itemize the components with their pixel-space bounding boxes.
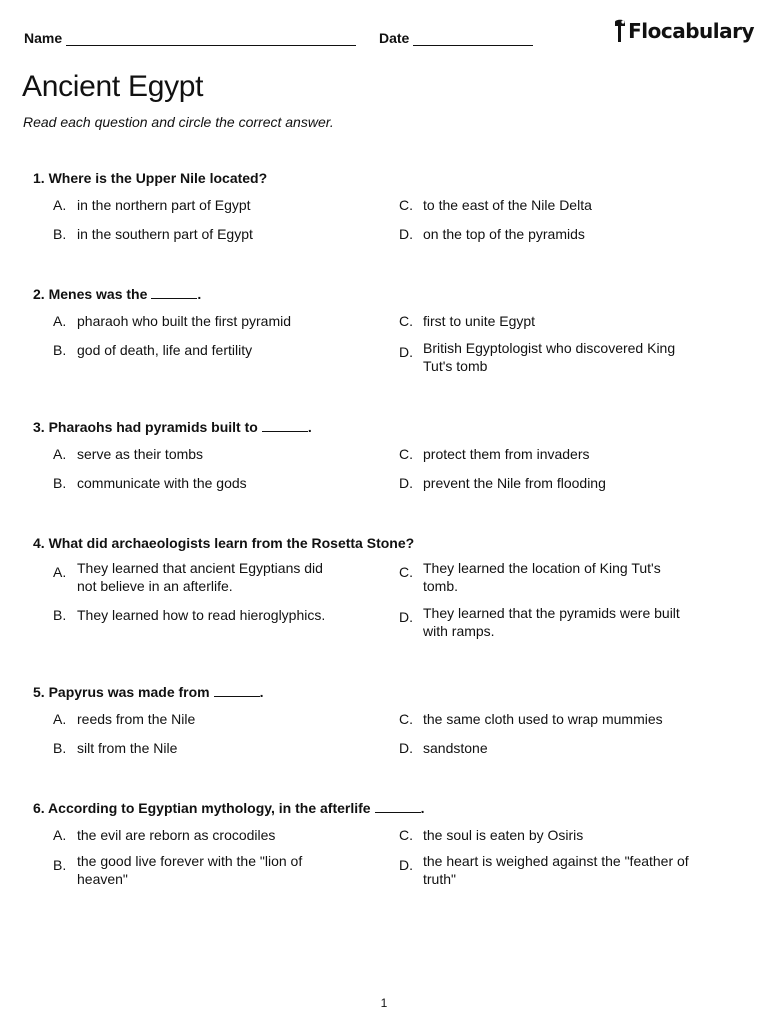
- instructions: Read each question and circle the correct answer.: [23, 114, 334, 130]
- option-text: in the southern part of Egypt: [77, 226, 253, 242]
- option-text: the evil are reborn as crocodiles: [77, 827, 276, 843]
- option-2d[interactable]: [399, 339, 691, 375]
- option-4a[interactable]: [53, 559, 345, 595]
- date-label: Date: [379, 30, 410, 46]
- answer-blank: [214, 686, 260, 697]
- option-letter: A.: [53, 827, 67, 843]
- question-6: [33, 799, 733, 887]
- option-letter: B.: [53, 740, 67, 756]
- question-stem: 6. According to Egyptian mythology, in the afterlife .: [33, 800, 425, 816]
- option-text: They learned that the pyramids were built with ramps.: [423, 605, 680, 639]
- option-text: silt from the Nile: [77, 740, 178, 756]
- option-text: the heart is weighed against the "feather of truth": [423, 853, 689, 887]
- option-letter: C.: [399, 827, 413, 843]
- question-3: [33, 418, 733, 491]
- option-2c[interactable]: [399, 312, 691, 330]
- option-letter: D.: [399, 740, 413, 756]
- option-letter: C.: [399, 197, 413, 213]
- name-field[interactable]: [24, 30, 356, 46]
- option-text: serve as their tombs: [77, 446, 204, 462]
- flocabulary-logo: [613, 18, 754, 44]
- option-letter: D.: [399, 857, 413, 873]
- name-label: Name: [24, 30, 63, 46]
- option-6c[interactable]: [399, 826, 691, 844]
- option-text: in the northern part of Egypt: [77, 197, 251, 213]
- option-text: They learned that ancient Egyptians did not believe in an afterlife.: [77, 560, 323, 594]
- page-number: 1: [380, 996, 388, 1010]
- option-text: the same cloth used to wrap mummies: [423, 711, 663, 727]
- logo-mark-icon: [613, 18, 627, 44]
- question-1: [33, 169, 733, 242]
- option-text: first to unite Egypt: [423, 313, 536, 329]
- option-2b[interactable]: [53, 341, 345, 359]
- answer-blank: [375, 802, 421, 813]
- option-text: the soul is eaten by Osiris: [423, 827, 584, 843]
- question-stem: 1. Where is the Upper Nile located?: [33, 170, 268, 186]
- question-5: [33, 683, 733, 756]
- logo-text: Flocabulary: [628, 19, 754, 43]
- option-2a[interactable]: [53, 312, 345, 330]
- name-line[interactable]: [66, 33, 356, 46]
- question-4: [33, 534, 733, 639]
- question-stem: 3. Pharaohs had pyramids built to .: [33, 419, 312, 435]
- option-letter: B.: [53, 607, 67, 623]
- page-title: Ancient Egypt: [22, 70, 204, 103]
- option-4d[interactable]: [399, 604, 691, 640]
- option-text: pharaoh who built the first pyramid: [77, 313, 291, 329]
- question-stem: 5. Papyrus was made from .: [33, 684, 264, 700]
- option-letter: D.: [399, 226, 413, 242]
- option-letter: B.: [53, 475, 67, 491]
- option-letter: C.: [399, 313, 413, 329]
- option-letter: C.: [399, 564, 413, 580]
- option-6d[interactable]: [399, 852, 691, 888]
- option-text: protect them from invaders: [423, 446, 590, 462]
- option-1d[interactable]: [399, 225, 691, 243]
- option-letter: A.: [53, 197, 67, 213]
- option-5d[interactable]: [399, 739, 691, 757]
- option-1b[interactable]: [53, 225, 345, 243]
- option-5b[interactable]: [53, 739, 345, 757]
- option-text: on the top of the pyramids: [423, 226, 585, 242]
- option-3a[interactable]: [53, 445, 345, 463]
- option-3d[interactable]: [399, 474, 691, 492]
- option-letter: C.: [399, 446, 413, 462]
- answer-blank: [262, 421, 308, 432]
- option-text: to the east of the Nile Delta: [423, 197, 592, 213]
- option-6a[interactable]: [53, 826, 345, 844]
- question-stem: 4. What did archaeologists learn from the Rosetta Stone?: [33, 535, 415, 551]
- option-text: They learned how to read hieroglyphics.: [77, 607, 326, 623]
- option-text: sandstone: [423, 740, 488, 756]
- option-text: prevent the Nile from flooding: [423, 475, 606, 491]
- date-line[interactable]: [413, 33, 533, 46]
- option-text: communicate with the gods: [77, 475, 247, 491]
- option-letter: D.: [399, 475, 413, 491]
- option-letter: D.: [399, 609, 413, 625]
- option-letter: D.: [399, 344, 413, 360]
- question-stem: 2. Menes was the .: [33, 286, 202, 302]
- option-letter: B.: [53, 857, 67, 873]
- option-letter: A.: [53, 313, 67, 329]
- option-letter: B.: [53, 226, 67, 242]
- option-letter: C.: [399, 711, 413, 727]
- option-text: the good live forever with the "lion of heaven": [77, 853, 303, 887]
- option-letter: A.: [53, 446, 67, 462]
- option-3c[interactable]: [399, 445, 691, 463]
- option-text: British Egyptologist who discovered King Tut's tomb: [423, 340, 676, 374]
- option-1c[interactable]: [399, 196, 691, 214]
- header: [24, 19, 754, 50]
- answer-blank: [151, 288, 197, 299]
- option-text: reeds from the Nile: [77, 711, 196, 727]
- option-text: god of death, life and fertility: [77, 342, 253, 358]
- option-letter: A.: [53, 564, 67, 580]
- option-4c[interactable]: [399, 559, 691, 595]
- option-letter: B.: [53, 342, 67, 358]
- option-5a[interactable]: [53, 710, 345, 728]
- date-field[interactable]: [379, 30, 533, 46]
- option-text: They learned the location of King Tut's tomb.: [423, 560, 661, 594]
- option-letter: A.: [53, 711, 67, 727]
- option-3b[interactable]: [53, 474, 345, 492]
- option-5c[interactable]: [399, 710, 691, 728]
- option-6b[interactable]: [53, 852, 345, 888]
- option-1a[interactable]: [53, 196, 345, 214]
- question-2: [33, 285, 733, 374]
- option-4b[interactable]: [53, 606, 345, 624]
